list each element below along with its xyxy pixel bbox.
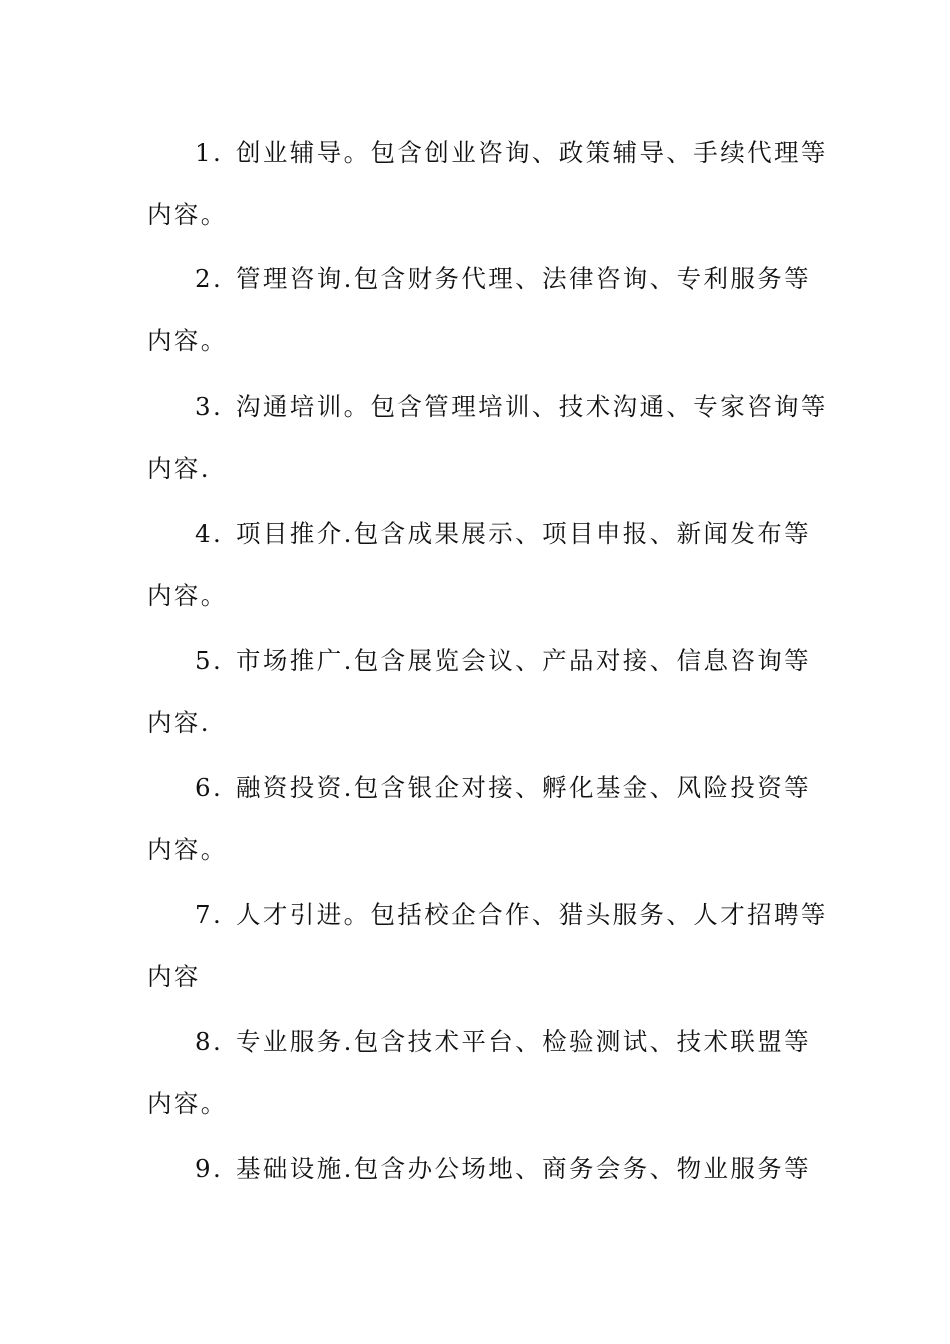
item-number: 2. bbox=[195, 264, 224, 293]
item-text: 管理咨询.包含财务代理、法律咨询、专利服务等 bbox=[236, 264, 812, 293]
item-continuation: 内容。 bbox=[147, 835, 228, 864]
item-text: 沟通培训。包含管理培训、技术沟通、专家咨询等 bbox=[236, 392, 828, 421]
list-item-5 bbox=[147, 645, 812, 739]
item-text: 基础设施.包含办公场地、商务会务、物业服务等 bbox=[236, 1154, 812, 1183]
item-first-line bbox=[147, 772, 812, 804]
list-item-1 bbox=[147, 137, 828, 231]
item-number: 5. bbox=[195, 646, 224, 675]
item-number: 3. bbox=[195, 392, 224, 421]
item-first-line bbox=[147, 263, 812, 295]
item-number: 8. bbox=[195, 1027, 224, 1056]
item-first-line bbox=[147, 899, 828, 931]
item-first-line bbox=[147, 518, 812, 550]
item-text: 项目推介.包含成果展示、项目申报、新闻发布等 bbox=[236, 519, 812, 548]
item-first-line bbox=[147, 1026, 812, 1058]
list-item-8 bbox=[147, 1026, 812, 1120]
list-item-7 bbox=[147, 899, 828, 993]
item-number: 7. bbox=[195, 900, 224, 929]
item-text: 市场推广.包含展览会议、产品对接、信息咨询等 bbox=[236, 646, 812, 675]
list-item-2 bbox=[147, 263, 812, 357]
item-continuation: 内容。 bbox=[147, 200, 228, 229]
item-continuation: 内容。 bbox=[147, 581, 228, 610]
item-number: 6. bbox=[195, 773, 224, 802]
item-first-line bbox=[147, 1153, 812, 1185]
item-text: 专业服务.包含技术平台、检验测试、技术联盟等 bbox=[236, 1027, 812, 1056]
item-text: 人才引进。包括校企合作、猎头服务、人才招聘等 bbox=[236, 900, 828, 929]
item-first-line bbox=[147, 137, 828, 169]
item-text: 创业辅导。包含创业咨询、政策辅导、手续代理等 bbox=[236, 138, 828, 167]
list-item-9 bbox=[147, 1153, 812, 1215]
item-text: 融资投资.包含银企对接、孵化基金、风险投资等 bbox=[236, 773, 812, 802]
item-first-line bbox=[147, 645, 812, 677]
item-number: 1. bbox=[195, 138, 224, 167]
item-first-line bbox=[147, 391, 828, 423]
item-continuation: 内容. bbox=[147, 454, 211, 483]
item-continuation: 内容. bbox=[147, 708, 211, 737]
item-number: 9. bbox=[195, 1154, 224, 1183]
item-number: 4. bbox=[195, 519, 224, 548]
item-continuation: 内容。 bbox=[147, 326, 228, 355]
list-item-3 bbox=[147, 391, 828, 485]
list-item-4 bbox=[147, 518, 812, 612]
list-item-6 bbox=[147, 772, 812, 866]
item-continuation: 内容。 bbox=[147, 1089, 228, 1118]
item-continuation: 内容 bbox=[147, 962, 201, 991]
